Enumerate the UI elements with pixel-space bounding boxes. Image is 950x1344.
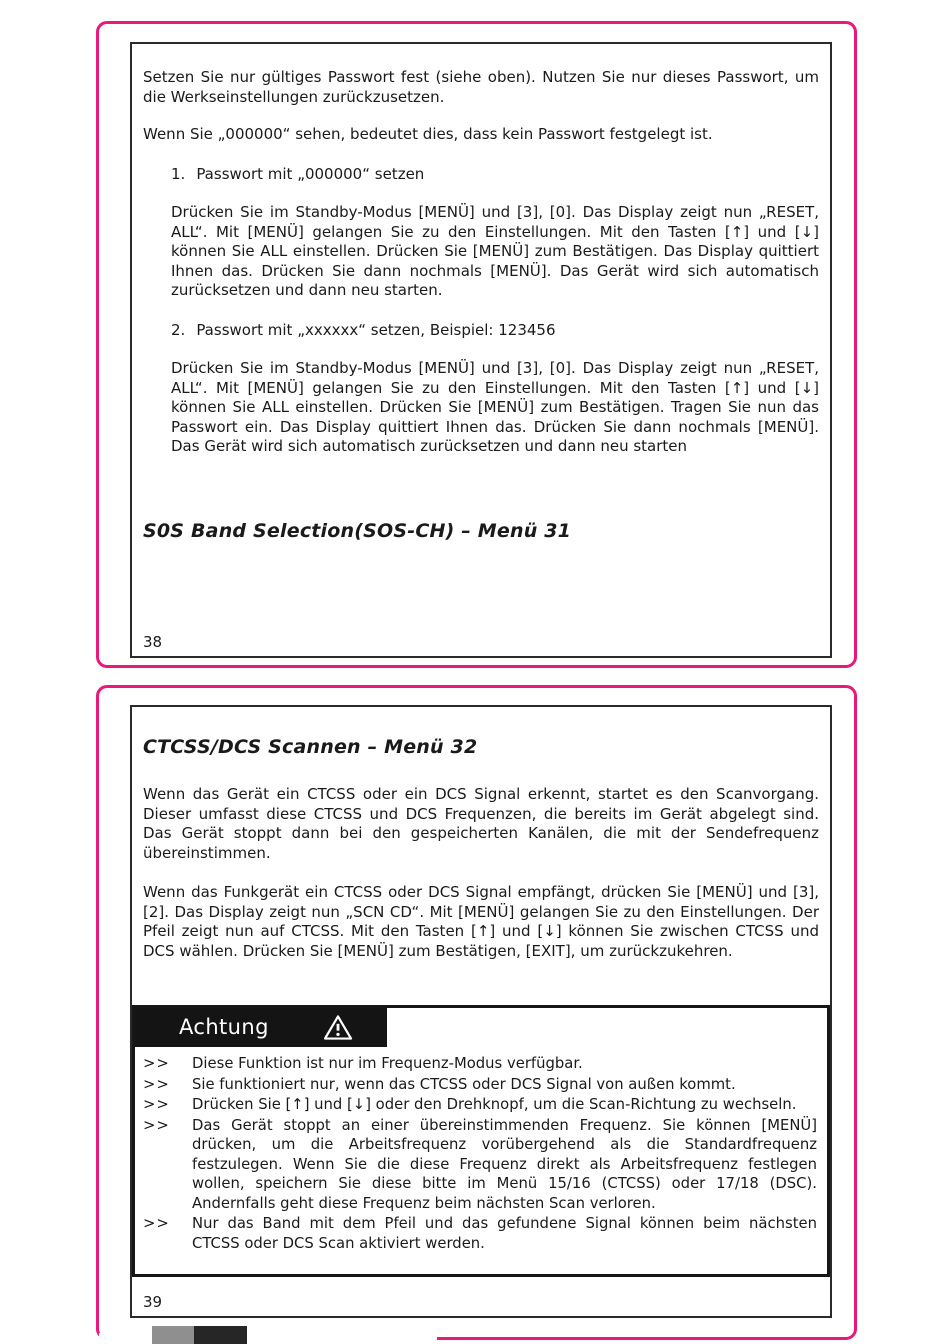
page-number-39: 39 — [143, 1292, 163, 1311]
intro-paragraph-2: Wenn Sie „000000“ sehen, bedeutet dies, dass kein Passwort festgelegt ist. — [143, 125, 713, 143]
next-page-fragment — [152, 1326, 247, 1344]
scan-paragraph-1: Wenn das Gerät ein CTCSS oder ein DCS Signal erkennt, startet es den Scanvorgang. Dieser umfasst diese CTCSS und DCS Frequenzen, die bereits im Gerät abgelegt sind. Das Gerät stoppt dann bei den gespeicherten Kanälen, die mit der Sendefrequenz übereinstimmen. — [143, 785, 819, 862]
warning-list-item — [143, 1214, 817, 1253]
warning-item-text: Sie funktioniert nur, wenn das CTCSS oder DCS Signal von außen kommt. — [192, 1075, 736, 1093]
next-page-fragment-light — [152, 1326, 194, 1344]
warning-bullet: >> — [143, 1075, 170, 1093]
section-heading-menu-32: CTCSS/DCS Scannen – Menü 32 — [143, 736, 478, 758]
page-number-38: 38 — [143, 632, 163, 651]
page-edge-mask — [99, 1333, 437, 1344]
warning-item-text: Diese Funktion ist nur im Frequenz-Modus verfügbar. — [192, 1055, 583, 1072]
warning-item-text: Drücken Sie [↑] und [↓] oder den Drehknopf, um die Scan-Richtung zu wechseln. — [192, 1096, 797, 1113]
warning-list-item — [143, 1095, 817, 1115]
section-heading-menu-31: S0S Band Selection(SOS-CH) – Menü 31 — [143, 519, 572, 542]
scan-paragraph-2: Wenn das Funkgerät ein CTCSS oder DCS Signal empfängt, drücken Sie [MENÜ] und [3], [2]. Das Display zeigt nun „SCN CD“. Mit [MENÜ] gelangen Sie zu den Einstellungen. Der Pfeil zeigt nun auf CTCSS. Mit den Tasten [↑] und [↓] können Sie zwischen CTCSS und DCS wählen. Drücken Sie [MENÜ] zum Bestätigen, [EXIT], um zurückzukehren. — [143, 883, 819, 960]
warning-bullet: >> — [143, 1116, 170, 1134]
warning-list — [135, 1052, 827, 1254]
warning-triangle-icon — [323, 1014, 353, 1041]
warning-box — [132, 1005, 830, 1277]
intro-paragraph-1: Setzen Sie nur gültiges Passwort fest (siehe oben). Nutzen Sie nur dieses Passwort, um die Werkseinstellungen zurückzusetzen. — [143, 68, 819, 106]
warning-bullet: >> — [143, 1096, 170, 1113]
instruction-paragraph-1: Drücken Sie im Standby-Modus [MENÜ] und [3], [0]. Das Display zeigt nun „RESET, ALL“. Mit [MENÜ] gelangen Sie zu den Einstellungen. Mit den Tasten [↑] und [↓] können Sie ALL einstellen. Drücken Sie [MENÜ] zum Bestätigen. Das Display quittiert Ihnen das. Drücken Sie dann nochmals [MENÜ]. Das Gerät wird sich automatisch zurücksetzen und dann neu starten. — [171, 203, 819, 299]
instruction-paragraph-2: Drücken Sie im Standby-Modus [MENÜ] und [3], [0]. Das Display zeigt nun „RESET, ALL“. Mit [MENÜ] gelangen Sie zu den Einstellungen. Mit den Tasten [↑] und [↓] können Sie ALL einstellen. Drücken Sie [MENÜ] zum Bestätigen. Tragen Sie nun das Passwort ein. Das Display quittiert Ihnen das. Drücken Sie dann nochmals [MENÜ]. Das Gerät wird sich automatisch zurücksetzen und dann neu starten — [171, 359, 819, 455]
manual-page-39 — [130, 705, 832, 1318]
warning-item-text: Das Gerät stoppt an einer übereinstimmenden Frequenz. Sie können [MENÜ] drücken, um die Arbeitsfrequenz vorübergehend als die Standardfrequenz festzulegen. Wenn Sie die diese Frequenz direkt als Arbeitsfrequenz festlegen wollen, speichern Sie diese bitte im Menü 15/16 (CTCSS) oder 17/18 (DSC). Andernfalls geht diese Frequenz beim nächsten Scan verloren. — [192, 1116, 817, 1212]
warning-list-item — [143, 1075, 817, 1095]
warning-list-item — [143, 1054, 817, 1074]
warning-title: Achtung — [179, 1014, 269, 1039]
manual-page-38 — [130, 42, 832, 658]
numbered-item-2 — [171, 321, 819, 341]
warning-banner — [135, 1008, 387, 1047]
warning-item-text: Nur das Band mit dem Pfeil und das gefundene Signal können beim nächsten CTCSS oder DCS Scan aktiviert werden. — [192, 1215, 817, 1252]
item-number: 1. — [171, 164, 186, 183]
warning-bullet: >> — [143, 1055, 170, 1072]
warning-list-item — [143, 1116, 817, 1214]
item-title: Passwort mit „xxxxxx“ setzen, Beispiel: 123456 — [196, 320, 556, 339]
warning-bullet: >> — [143, 1215, 170, 1232]
item-number: 2. — [171, 320, 186, 339]
item-title: Passwort mit „000000“ setzen — [196, 164, 425, 183]
numbered-item-1 — [171, 165, 819, 185]
